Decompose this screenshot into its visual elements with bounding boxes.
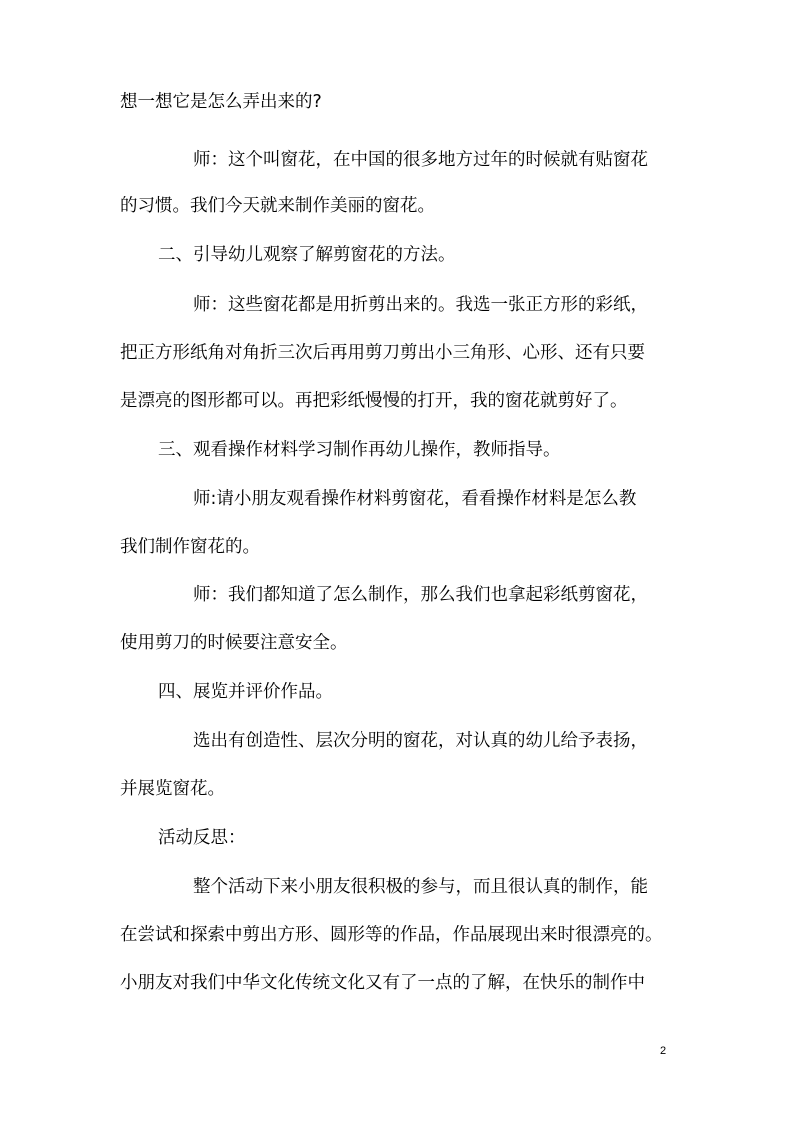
text-line: 的习惯。我们今天就来制作美丽的窗花。 [120,196,435,216]
text-line: 整个活动下来小朋友很积极的参与，而且很认真的制作，能 [193,877,648,897]
text-line: 师：这个叫窗花，在中国的很多地方过年的时候就有贴窗花 [193,150,648,170]
text-line: 想一想它是怎么弄出来的? [120,92,322,112]
text-line: 选出有创造性、层次分明的窗花，对认真的幼儿给予表扬， [193,731,648,751]
text-line: 是漂亮的图形都可以。再把彩纸慢慢的打开，我的窗花就剪好了。 [120,391,628,411]
text-line: 并展览窗花。 [120,779,225,799]
text-line: 四、展览并评价作品。 [158,682,333,702]
text-line: 使用剪刀的时候要注意安全。 [120,633,348,653]
text-line: 三、观看操作材料学习制作再幼儿操作，教师指导。 [158,440,561,460]
text-line: 师:请小朋友观看操作材料剪窗花，看看操作材料是怎么教 [193,489,637,509]
text-line: 活动反思： [158,828,246,848]
text-line: 师：我们都知道了怎么制作，那么我们也拿起彩纸剪窗花， [193,585,648,605]
text-line: 我们制作窗花的。 [120,537,260,557]
text-line: 师：这些窗花都是用折剪出来的。我选一张正方形的彩纸， [193,295,648,315]
page-number: 2 [660,1045,667,1057]
text-line: 二、引导幼儿观察了解剪窗花的方法。 [158,245,456,265]
text-line: 把正方形纸角对角折三次后再用剪刀剪出小三角形、心形、还有只要 [120,343,645,363]
text-line: 小朋友对我们中华文化传统文化又有了一点的了解，在快乐的制作中 [120,973,645,993]
text-line: 在尝试和探索中剪出方形、圆形等的作品，作品展现出来时很漂亮的。 [120,925,663,945]
